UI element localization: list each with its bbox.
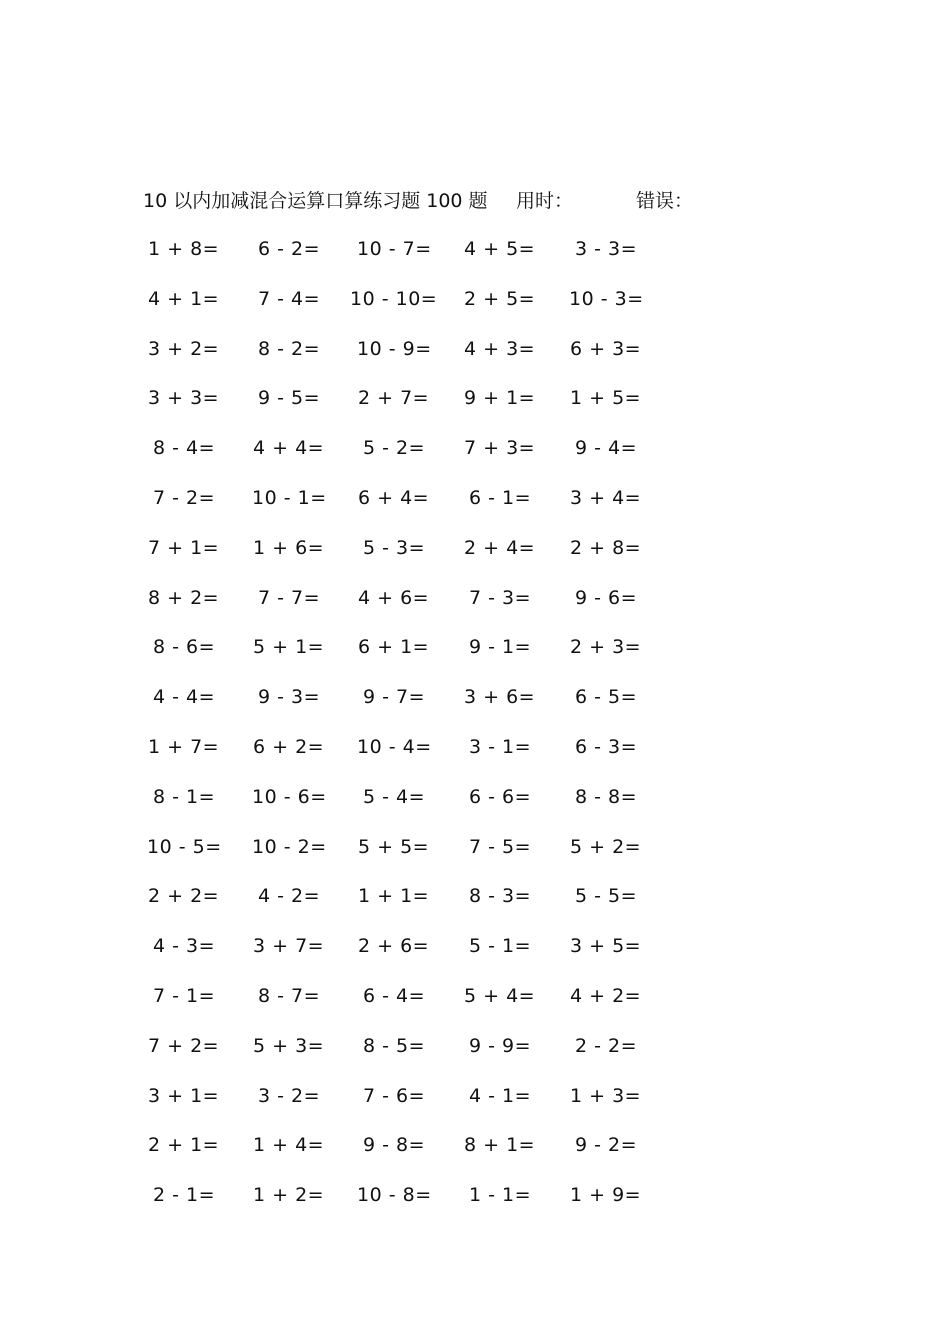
arithmetic-problem: 4 - 1=	[469, 1085, 532, 1107]
arithmetic-problem: 8 + 1=	[464, 1134, 536, 1156]
problem-row	[0, 1130, 950, 1160]
arithmetic-problem: 9 - 2=	[575, 1134, 638, 1156]
arithmetic-problem: 4 + 5=	[464, 238, 536, 260]
arithmetic-problem: 7 - 2=	[153, 487, 216, 509]
arithmetic-problem: 6 - 1=	[469, 487, 532, 509]
arithmetic-problem: 3 + 1=	[148, 1085, 220, 1107]
arithmetic-problem: 4 + 4=	[253, 437, 325, 459]
arithmetic-problem: 5 + 3=	[253, 1035, 325, 1057]
arithmetic-problem: 9 - 1=	[469, 636, 532, 658]
arithmetic-problem: 6 - 6=	[469, 786, 532, 808]
arithmetic-problem: 4 - 3=	[153, 935, 216, 957]
arithmetic-problem: 7 - 7=	[258, 587, 321, 609]
problem-row	[0, 1180, 950, 1210]
time-used-label: 用时：	[516, 190, 574, 212]
arithmetic-problem: 8 - 4=	[153, 437, 216, 459]
arithmetic-problem: 6 - 5=	[575, 686, 638, 708]
arithmetic-problem: 10 - 10=	[350, 288, 438, 310]
arithmetic-problem: 7 - 4=	[258, 288, 321, 310]
arithmetic-problem: 2 + 6=	[358, 935, 430, 957]
arithmetic-problem: 10 - 3=	[569, 288, 644, 310]
arithmetic-problem: 3 - 1=	[469, 736, 532, 758]
arithmetic-problem: 2 - 1=	[153, 1184, 216, 1206]
arithmetic-problem: 6 + 4=	[358, 487, 430, 509]
arithmetic-problem: 10 - 1=	[252, 487, 327, 509]
arithmetic-problem: 4 + 2=	[570, 985, 642, 1007]
arithmetic-problem: 7 + 2=	[148, 1035, 220, 1057]
arithmetic-problem: 5 + 4=	[464, 985, 536, 1007]
problem-row	[0, 234, 950, 264]
arithmetic-problem: 6 + 3=	[570, 338, 642, 360]
arithmetic-problem: 6 - 2=	[258, 238, 321, 260]
arithmetic-problem: 4 + 6=	[358, 587, 430, 609]
arithmetic-problem: 3 + 7=	[253, 935, 325, 957]
arithmetic-problem: 10 - 5=	[147, 836, 222, 858]
arithmetic-problem: 8 - 3=	[469, 885, 532, 907]
problem-row	[0, 433, 950, 463]
arithmetic-problem: 8 - 7=	[258, 985, 321, 1007]
arithmetic-problem: 7 - 6=	[363, 1085, 426, 1107]
arithmetic-problem: 2 - 2=	[575, 1035, 638, 1057]
arithmetic-problem: 4 + 1=	[148, 288, 220, 310]
arithmetic-problem: 5 - 1=	[469, 935, 532, 957]
arithmetic-problem: 10 - 2=	[252, 836, 327, 858]
arithmetic-problem: 2 + 2=	[148, 885, 220, 907]
problem-row	[0, 334, 950, 364]
worksheet-title: 10 以内加减混合运算口算练习题 100 题	[143, 190, 488, 212]
arithmetic-problem: 7 + 1=	[148, 537, 220, 559]
arithmetic-problem: 1 + 7=	[148, 736, 220, 758]
problem-row	[0, 782, 950, 812]
arithmetic-problem: 8 - 8=	[575, 786, 638, 808]
arithmetic-problem: 7 - 3=	[469, 587, 532, 609]
arithmetic-problem: 2 + 8=	[570, 537, 642, 559]
arithmetic-problem: 5 - 2=	[363, 437, 426, 459]
arithmetic-problem: 5 - 5=	[575, 885, 638, 907]
arithmetic-problem: 9 + 1=	[464, 387, 536, 409]
arithmetic-problem: 1 + 2=	[253, 1184, 325, 1206]
arithmetic-problem: 1 + 8=	[148, 238, 220, 260]
arithmetic-problem: 7 - 5=	[469, 836, 532, 858]
problem-row	[0, 1081, 950, 1111]
problem-row	[0, 533, 950, 563]
arithmetic-problem: 5 + 2=	[570, 836, 642, 858]
problem-row	[0, 682, 950, 712]
arithmetic-problem: 8 + 2=	[148, 587, 220, 609]
problem-row	[0, 383, 950, 413]
arithmetic-problem: 5 - 4=	[363, 786, 426, 808]
arithmetic-problem: 3 + 5=	[570, 935, 642, 957]
arithmetic-problem: 8 - 5=	[363, 1035, 426, 1057]
arithmetic-problem: 6 - 4=	[363, 985, 426, 1007]
arithmetic-problem: 3 + 2=	[148, 338, 220, 360]
arithmetic-problem: 10 - 9=	[357, 338, 432, 360]
arithmetic-problem: 9 - 7=	[363, 686, 426, 708]
problem-row	[0, 632, 950, 662]
worksheet-header	[143, 186, 843, 216]
arithmetic-problem: 1 - 1=	[469, 1184, 532, 1206]
arithmetic-problem: 1 + 6=	[253, 537, 325, 559]
arithmetic-problem: 9 - 3=	[258, 686, 321, 708]
arithmetic-problem: 2 + 4=	[464, 537, 536, 559]
arithmetic-problem: 2 + 3=	[570, 636, 642, 658]
arithmetic-problem: 9 - 6=	[575, 587, 638, 609]
problem-row	[0, 1031, 950, 1061]
arithmetic-problem: 10 - 8=	[357, 1184, 432, 1206]
problem-row	[0, 881, 950, 911]
arithmetic-problem: 9 - 8=	[363, 1134, 426, 1156]
problem-row	[0, 483, 950, 513]
arithmetic-problem: 5 + 5=	[358, 836, 430, 858]
arithmetic-problem: 8 - 1=	[153, 786, 216, 808]
arithmetic-problem: 4 + 3=	[464, 338, 536, 360]
arithmetic-problem: 10 - 4=	[357, 736, 432, 758]
arithmetic-problem: 7 - 1=	[153, 985, 216, 1007]
arithmetic-problem: 3 + 4=	[570, 487, 642, 509]
arithmetic-problem: 3 + 3=	[148, 387, 220, 409]
arithmetic-problem: 3 - 2=	[258, 1085, 321, 1107]
problem-row	[0, 931, 950, 961]
problem-row	[0, 284, 950, 314]
arithmetic-problem: 8 - 6=	[153, 636, 216, 658]
arithmetic-problem: 9 - 9=	[469, 1035, 532, 1057]
arithmetic-problem: 5 + 1=	[253, 636, 325, 658]
arithmetic-problem: 3 + 6=	[464, 686, 536, 708]
arithmetic-problem: 9 - 4=	[575, 437, 638, 459]
arithmetic-problem: 10 - 7=	[357, 238, 432, 260]
arithmetic-problem: 2 + 1=	[148, 1134, 220, 1156]
arithmetic-problem: 3 - 3=	[575, 238, 638, 260]
arithmetic-problem: 1 + 4=	[253, 1134, 325, 1156]
error-count-label: 错误：	[636, 190, 694, 212]
arithmetic-problem: 7 + 3=	[464, 437, 536, 459]
problem-row	[0, 732, 950, 762]
problem-row	[0, 981, 950, 1011]
arithmetic-problem: 5 - 3=	[363, 537, 426, 559]
arithmetic-problem: 8 - 2=	[258, 338, 321, 360]
arithmetic-problem: 2 + 5=	[464, 288, 536, 310]
arithmetic-problem: 6 - 3=	[575, 736, 638, 758]
arithmetic-problem: 6 + 2=	[253, 736, 325, 758]
problem-row	[0, 832, 950, 862]
arithmetic-problem: 1 + 5=	[570, 387, 642, 409]
arithmetic-problem: 1 + 1=	[358, 885, 430, 907]
arithmetic-problem: 4 - 4=	[153, 686, 216, 708]
arithmetic-problem: 1 + 3=	[570, 1085, 642, 1107]
arithmetic-problem: 2 + 7=	[358, 387, 430, 409]
problem-row	[0, 583, 950, 613]
arithmetic-problem: 6 + 1=	[358, 636, 430, 658]
arithmetic-problem: 1 + 9=	[570, 1184, 642, 1206]
arithmetic-problem: 9 - 5=	[258, 387, 321, 409]
arithmetic-problem: 10 - 6=	[252, 786, 327, 808]
arithmetic-problem: 4 - 2=	[258, 885, 321, 907]
